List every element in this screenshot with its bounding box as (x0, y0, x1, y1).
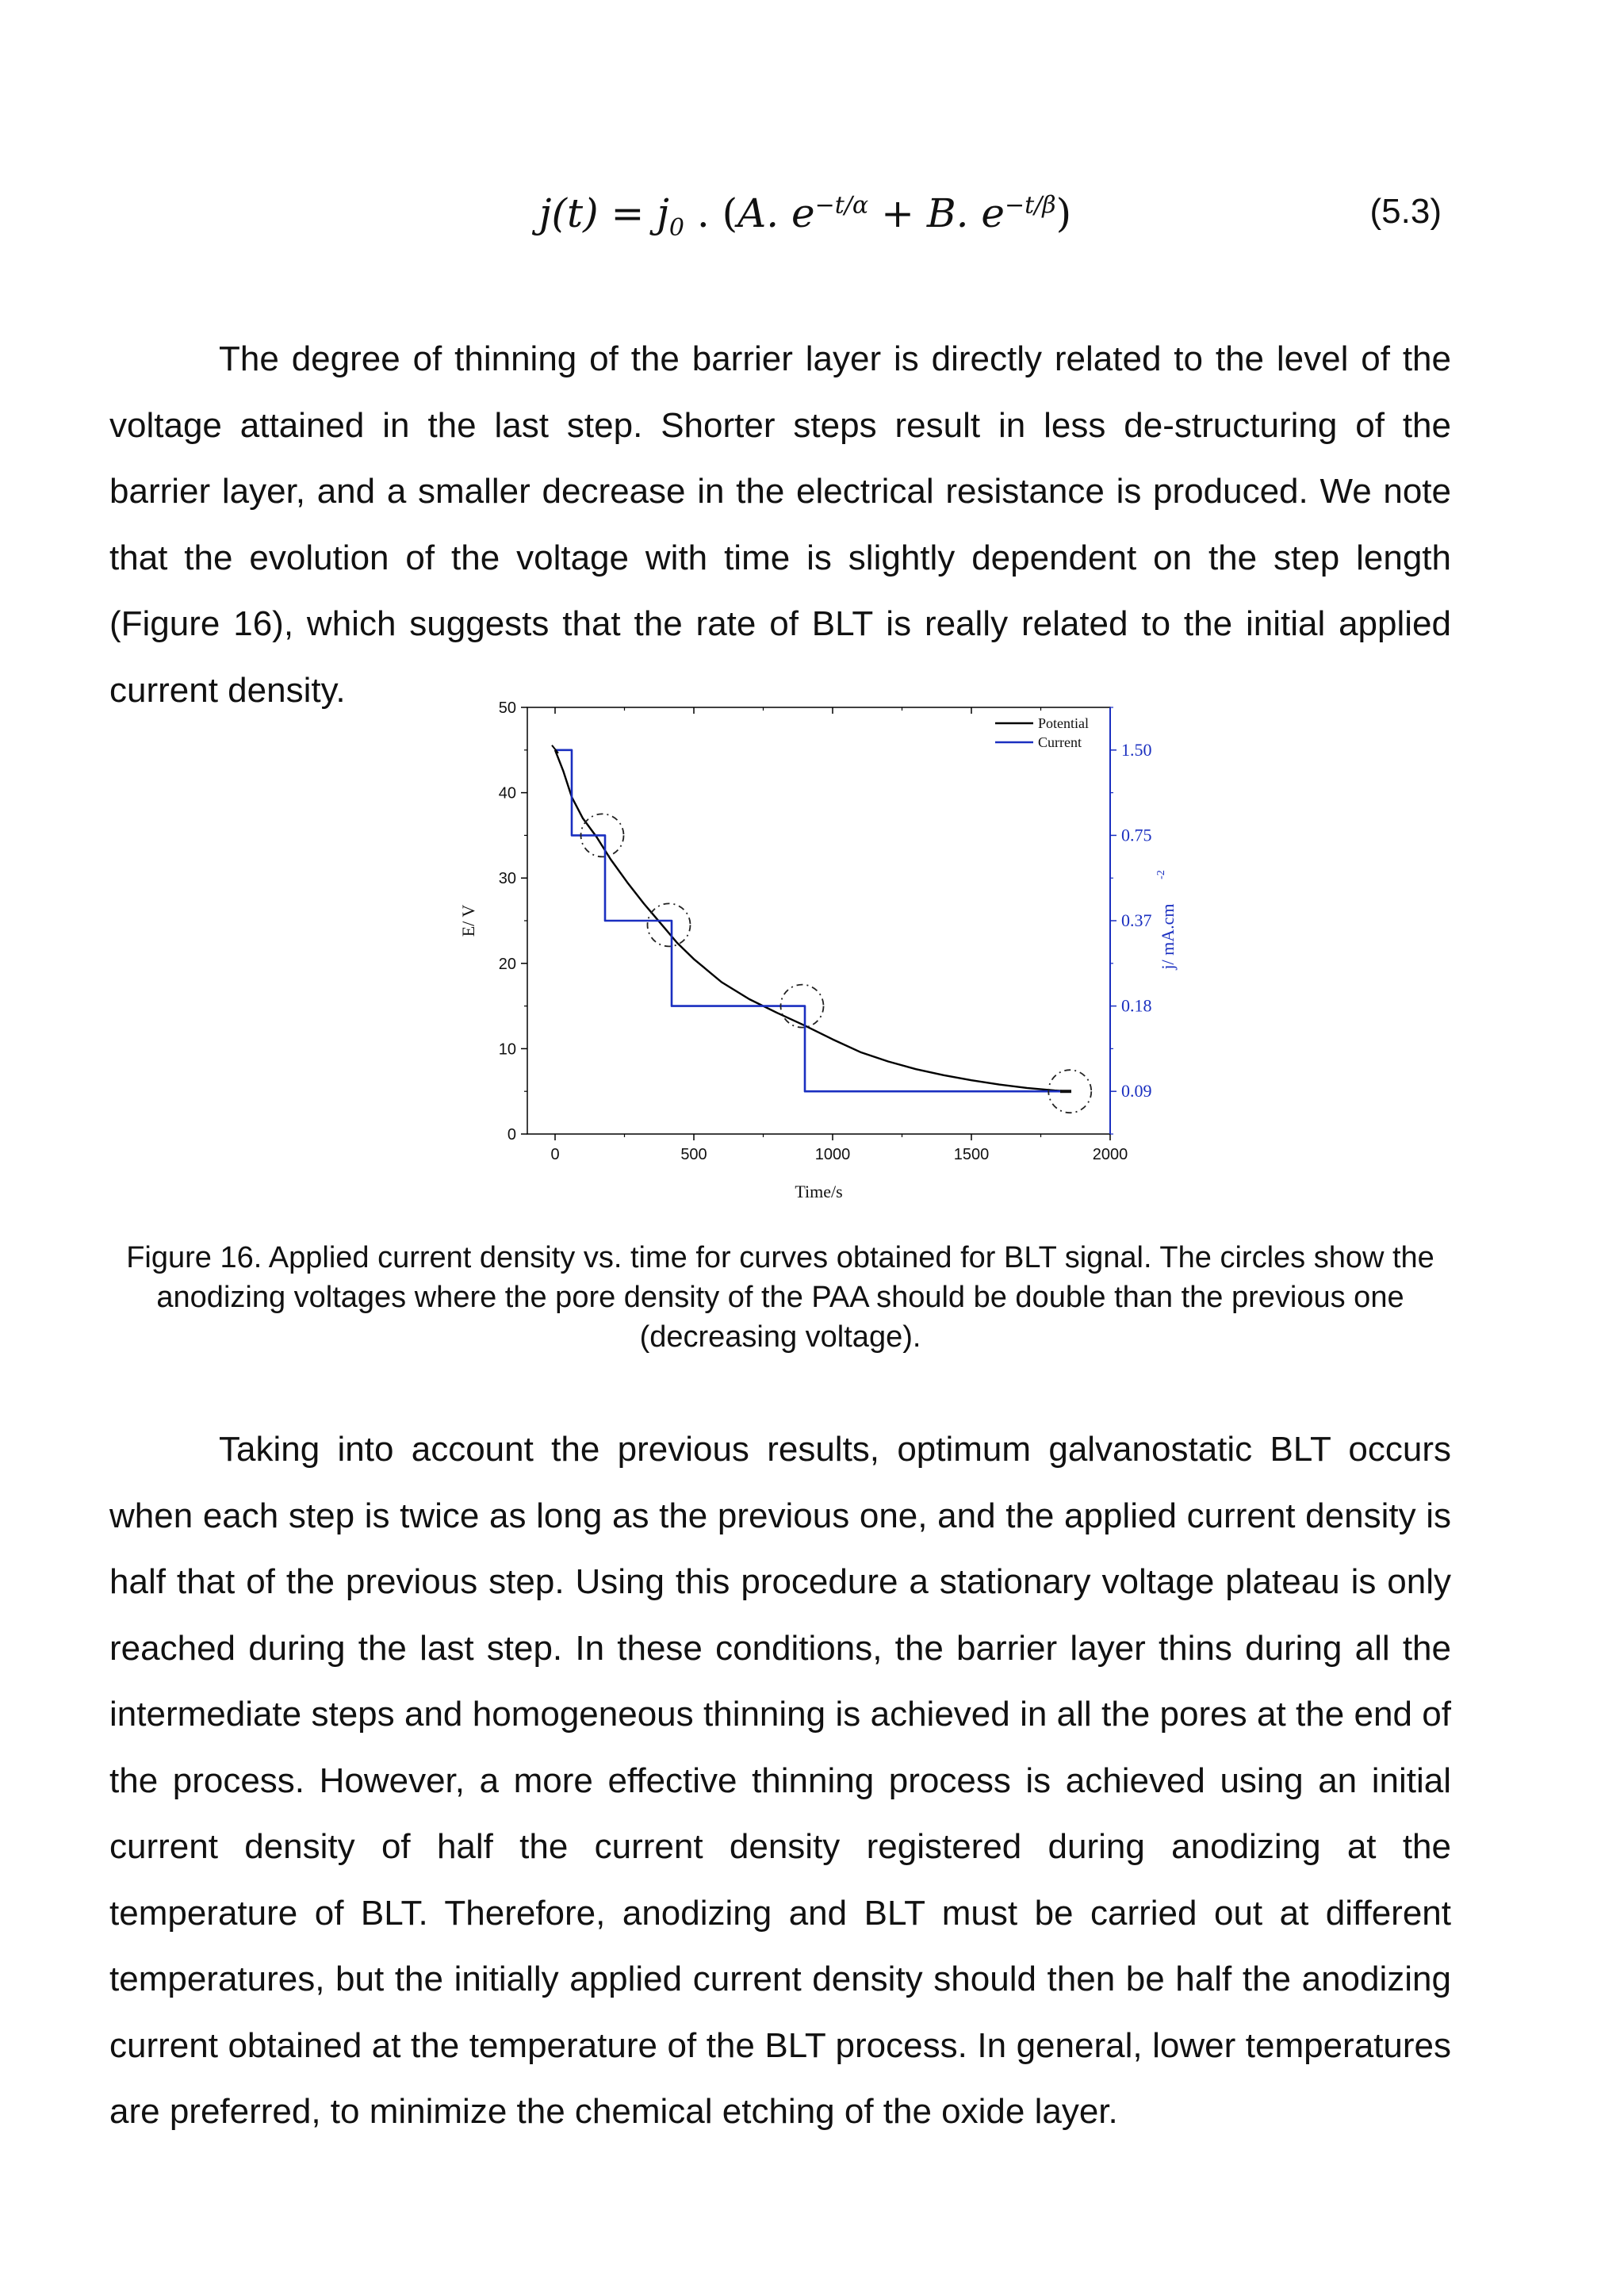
chart (444, 690, 1189, 1213)
paragraph-1-text: The degree of thinning of the barrier layer is directly related to the level of the voltage attained in the last step. Shorter steps result in less de-structuring of the barrier layer, and a smaller decrease in the electrical resistance is produced. We note that the evolution of the voltage with time is slightly dependent on the step length (Figure 16), which suggests that the rate of BLT is really related to the initial applied current density. (109, 339, 1451, 710)
equation-equals: = (611, 190, 645, 236)
x-tick-label: 0 (550, 1146, 560, 1163)
equation-formula (539, 190, 1071, 242)
equation-exp1: −t/α (814, 191, 869, 220)
equation-open: . ( (684, 190, 738, 236)
right-tick-label: 0.75 (1121, 825, 1152, 845)
legend-label-current: Current (1038, 734, 1082, 750)
y2-axis-label-sup: -2 (1155, 870, 1167, 879)
x-tick-label: 2000 (1092, 1146, 1128, 1163)
y2-axis-label: j/ mA.cm (1158, 903, 1178, 970)
y-axis-label: E/ V (458, 904, 478, 937)
y-tick-label: 30 (498, 870, 516, 888)
right-tick-label: 0.09 (1121, 1081, 1152, 1102)
y-tick-label: 20 (498, 955, 516, 973)
equation-plus: + (868, 190, 927, 236)
equation-j0-sub: 0 (668, 214, 684, 242)
paragraph-2 (109, 1416, 1451, 2145)
equation-5-3 (0, 182, 1624, 270)
legend-label-potential: Potential (1038, 715, 1089, 731)
x-axis-label: Time/s (795, 1182, 843, 1201)
equation-number: (5.3) (1369, 192, 1442, 231)
equation-close: ) (1055, 190, 1072, 236)
highlight-circle (648, 903, 691, 946)
x-tick-label: 1500 (953, 1146, 990, 1163)
right-tick-label: 0.18 (1121, 995, 1152, 1016)
right-tick-label: 0.37 (1121, 910, 1152, 930)
y-tick-label: 40 (498, 784, 516, 803)
series-line-current (555, 750, 1069, 1091)
x-tick-label: 1000 (814, 1146, 851, 1163)
figure-16 (444, 690, 1189, 1213)
y-tick-label: 0 (507, 1126, 516, 1144)
equation-j0: j (657, 190, 669, 236)
y-tick-label: 10 (498, 1040, 516, 1059)
equation-exp2: −t/β (1005, 191, 1056, 220)
right-tick-label: 1.50 (1121, 739, 1152, 760)
x-tick-label: 500 (680, 1146, 707, 1163)
figure-caption: Figure 16. Applied current density vs. time for curves obtained for BLT signal. The circles show the anodizing voltages where the pore density of the PAA should be double than the previous one (decreasing voltage). (126, 1241, 1434, 1354)
equation-a-term: A. e (737, 190, 815, 236)
equation-lhs: j(t) (539, 190, 599, 236)
paragraph-2-text: Taking into account the previous results, optimum galvanostatic BLT occurs when each step is twice as long as the previous one, and the applied current density is half that of the previous step. Using this procedure a stationary voltage plateau is only reached during the last step. In these conditions, the barrier layer thins during all the intermediate steps and homogeneous thinning is achieved in all the pores at the end of the process. However, a more effective thinning process is achieved using an initial current density of half the current density registered during anodizing at the temperature of BLT. Therefore, anodizing and BLT must be carried out at different temperatures, but the initially applied current density should then be half the anodizing current obtained at the temperature of the BLT process. In general, lower temperatures are preferred, to minimize the chemical etching of the oxide layer. (109, 1430, 1451, 2131)
paragraph-1 (109, 326, 1451, 723)
y-tick-label: 50 (498, 699, 516, 717)
equation-b-term: B. e (926, 190, 1005, 236)
